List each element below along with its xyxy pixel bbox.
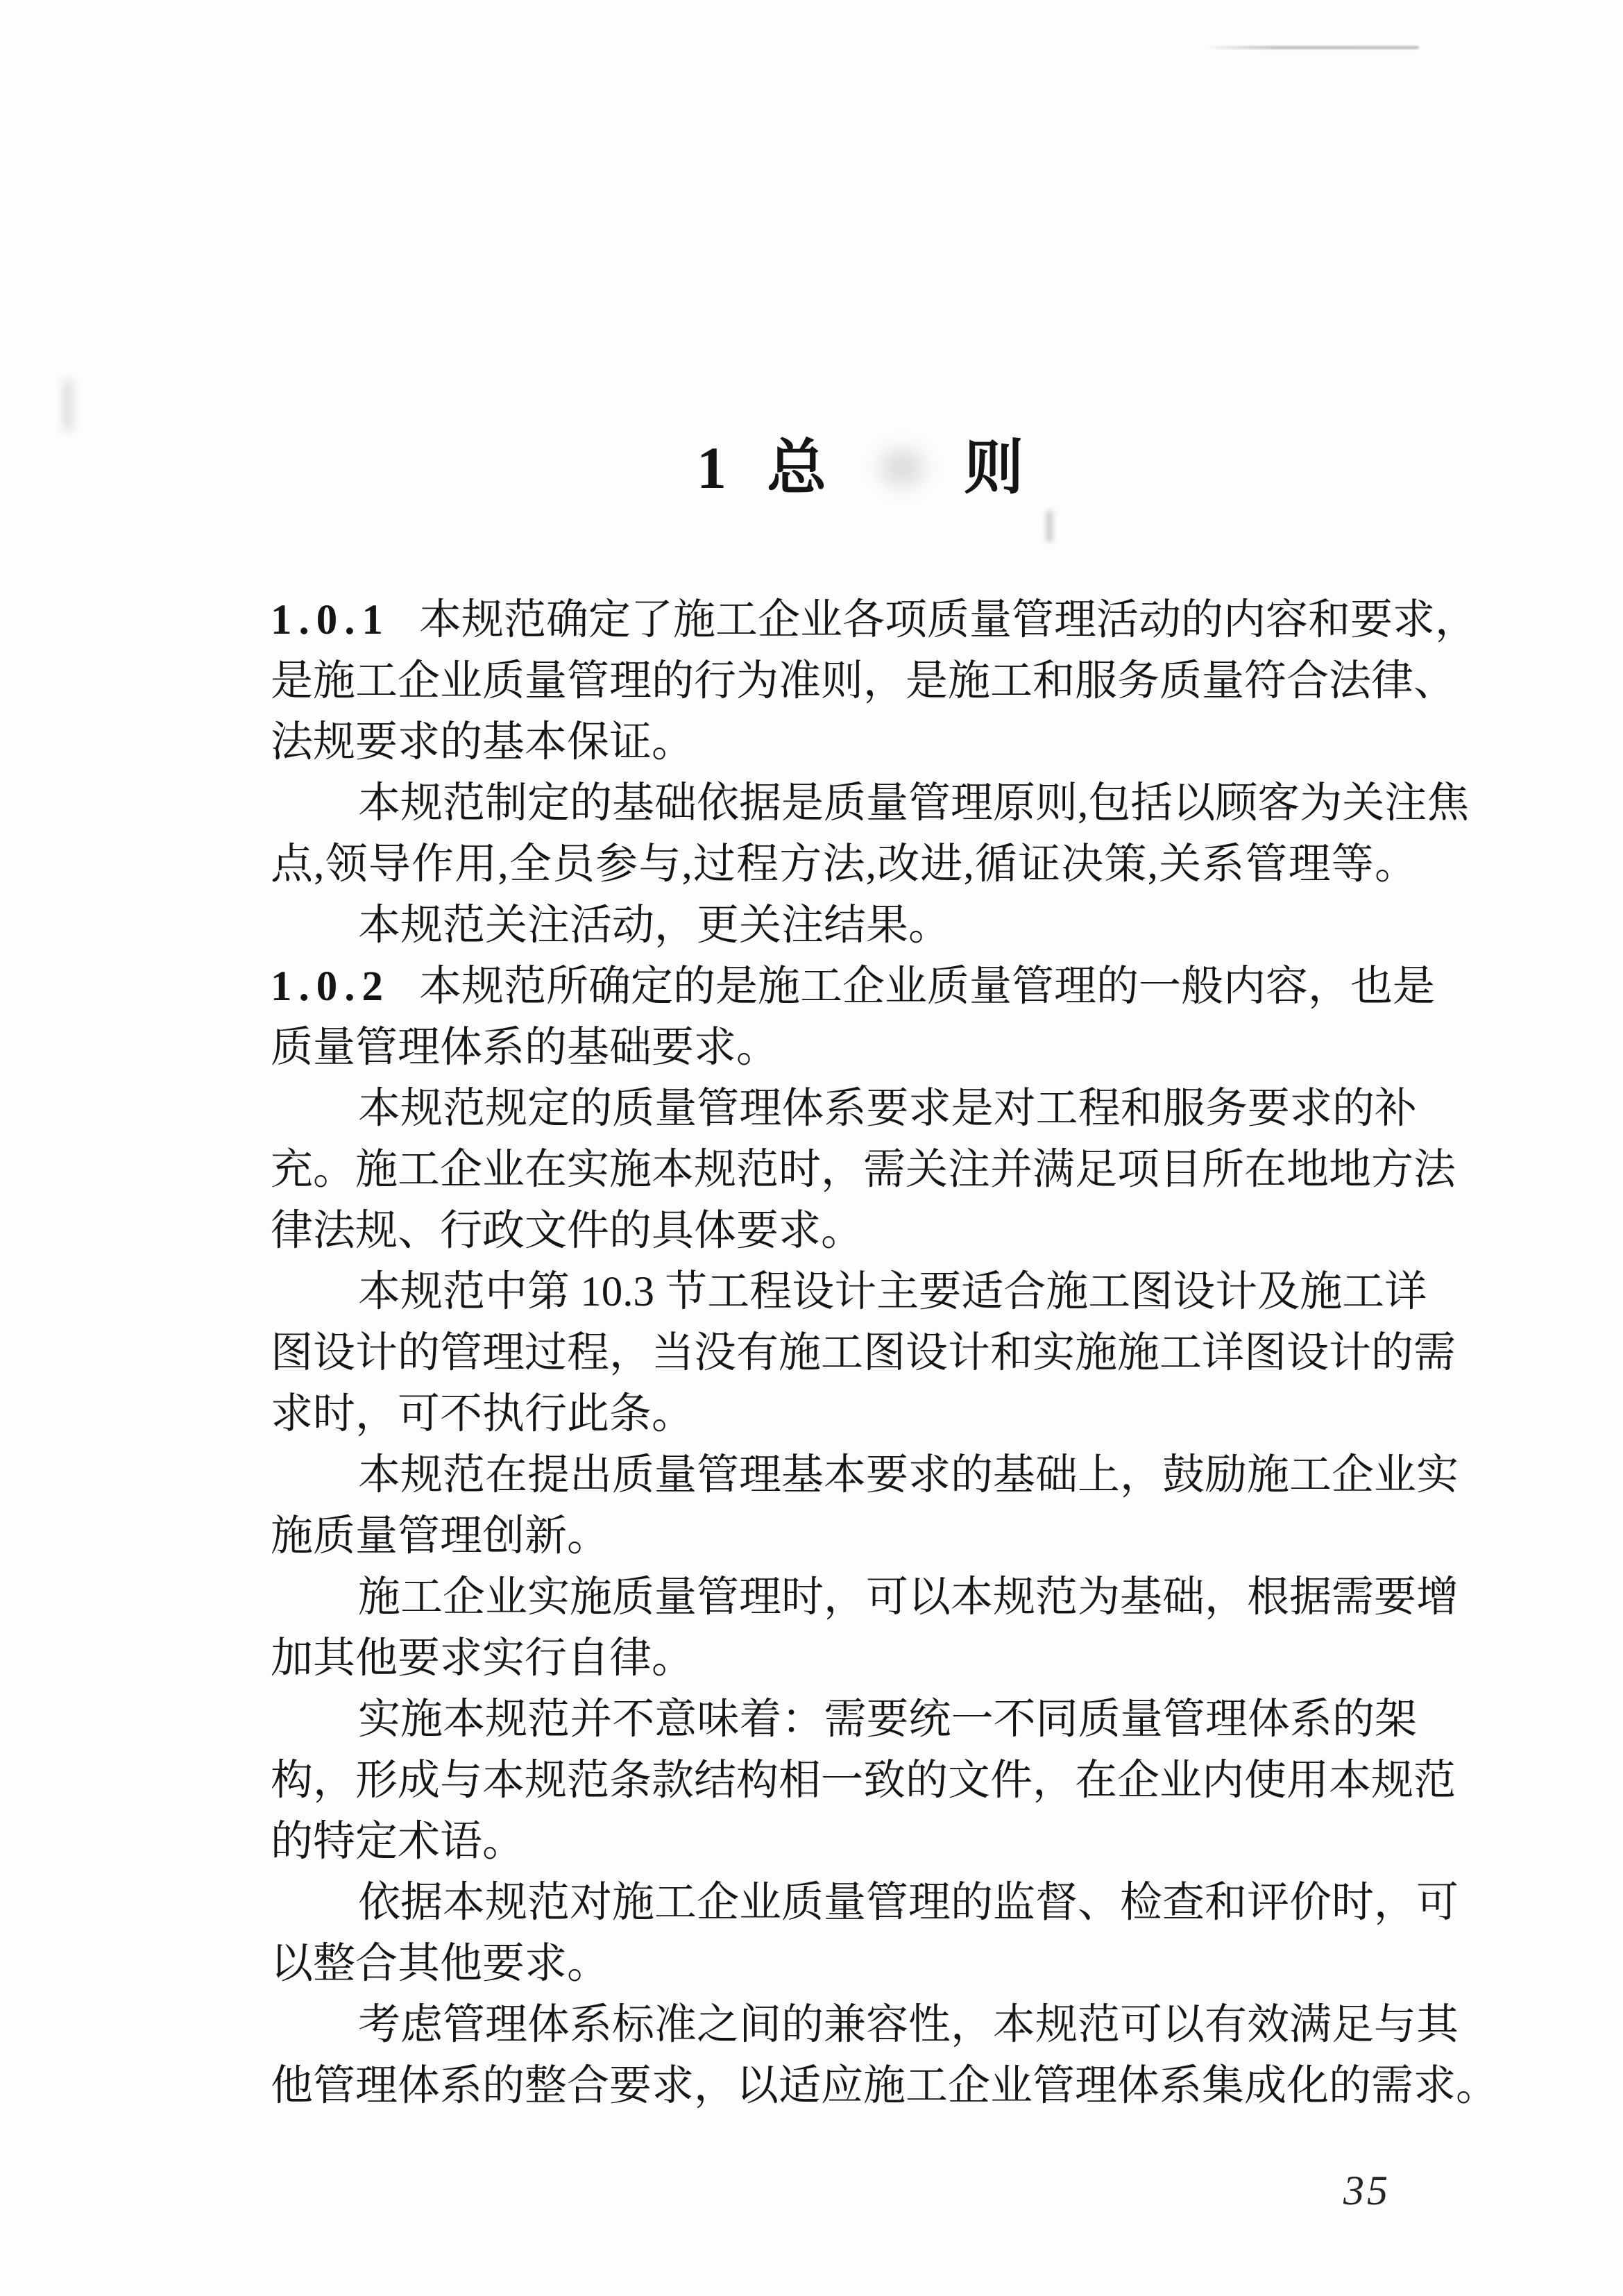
text-line: 构，形成与本规范条款结构相一致的文件，在企业内使用本规范	[271, 1757, 1456, 1804]
body-text	[271, 590, 1499, 2117]
text-line: 律法规、行政文件的具体要求。	[271, 1208, 864, 1254]
text-line: 依据本规范对施工企业质量管理的监督、检查和评价时，可	[358, 1880, 1459, 1926]
scan-artifact-left-edge	[64, 380, 72, 430]
chapter-title-word-1: 总	[767, 434, 826, 501]
chapter-title	[697, 419, 1023, 505]
text-line: 以整合其他要求。	[271, 1941, 610, 1987]
text-line: 质量管理体系的基础要求。	[271, 1024, 779, 1071]
text-line: 本规范中第 10.3 节工程设计主要适合施工图设计及施工详	[358, 1269, 1427, 1315]
text-line: 他管理体系的整合要求，以适应施工企业管理体系集成化的需求。	[271, 2063, 1499, 2109]
text-line: 点,领导作用,全员参与,过程方法,改进,循证决策,关系管理等。	[271, 841, 1417, 888]
text-line: 本规范在提出质量管理基本要求的基础上，鼓励施工企业实	[358, 1452, 1459, 1499]
text-line: 本规范关注活动，更关注结果。	[358, 902, 951, 949]
text-line	[271, 590, 1478, 651]
text-line: 本规范制定的基础依据是质量管理原则,包括以顾客为关注焦	[358, 780, 1470, 827]
scan-artifact-top-line	[1203, 46, 1419, 49]
scan-artifact-tick	[1046, 511, 1053, 541]
text-line: 的特定术语。	[271, 1818, 525, 1865]
text-line: 施工企业实施质量管理时，可以本规范为基础，根据需要增	[358, 1574, 1459, 1621]
text-line-content: 本规范所确定的是施工企业质量管理的一般内容，也是	[419, 963, 1436, 1010]
page-number: 35	[1343, 2168, 1391, 2213]
text-line: 是施工企业质量管理的行为准则，是施工和服务质量符合法律、	[271, 658, 1456, 704]
clause-number: 1.0.2	[271, 963, 390, 1010]
text-line: 法规要求的基本保证。	[271, 719, 695, 766]
text-line: 考虑管理体系标准之间的兼容性，本规范可以有效满足与其	[358, 2002, 1459, 2048]
text-line-content: 本规范确定了施工企业各项质量管理活动的内容和要求，	[419, 597, 1478, 643]
text-line	[271, 956, 1436, 1018]
text-line: 实施本规范并不意味着：需要统一不同质量管理体系的架	[358, 1696, 1417, 1743]
chapter-title-word-2: 则	[964, 434, 1023, 501]
text-line: 求时，可不执行此条。	[271, 1391, 695, 1437]
text-line: 加其他要求实行自律。	[271, 1635, 695, 1682]
text-line: 本规范规定的质量管理体系要求是对工程和服务要求的补	[358, 1086, 1417, 1132]
clause-number: 1.0.1	[271, 597, 390, 643]
chapter-number: 1	[697, 434, 726, 501]
text-line: 图设计的管理过程，当没有施工图设计和实施施工详图设计的需	[271, 1330, 1456, 1376]
text-line: 施质量管理创新。	[271, 1513, 610, 1560]
text-line: 充。施工企业在实施本规范时，需关注并满足项目所在地地方法	[271, 1147, 1456, 1193]
